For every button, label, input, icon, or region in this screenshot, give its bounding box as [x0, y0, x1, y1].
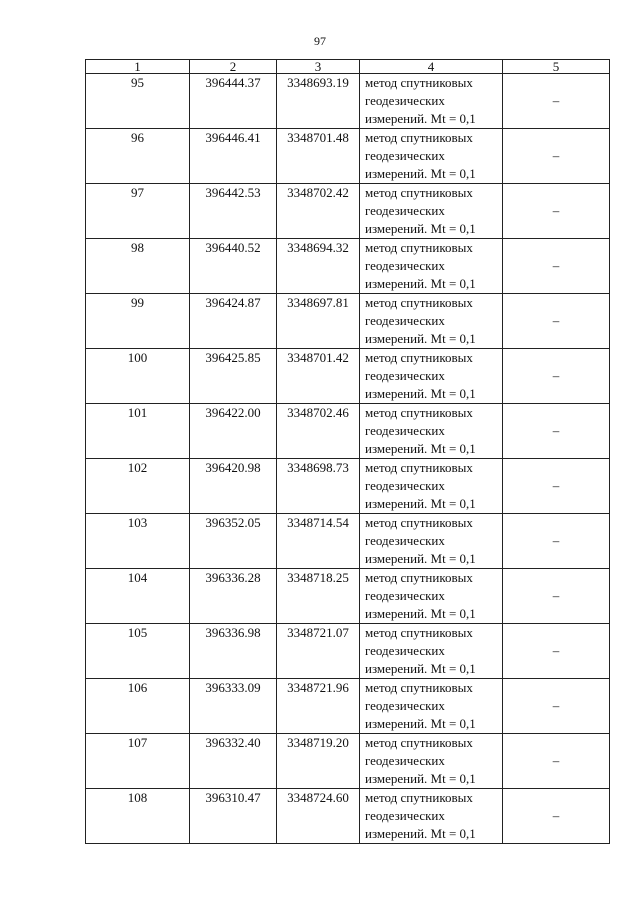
note-dash: – — [503, 294, 610, 349]
method-description — [360, 349, 503, 404]
method-description — [360, 294, 503, 349]
table-row — [86, 789, 610, 844]
method-description — [360, 459, 503, 514]
note-dash: – — [503, 74, 610, 129]
table-row — [86, 184, 610, 239]
method-line-3: измерений. Mt = 0,1 — [365, 606, 476, 621]
coordinates-table — [85, 59, 610, 844]
table-row — [86, 294, 610, 349]
point-number: 100 — [86, 349, 190, 404]
method-line-1: метод спутниковых — [365, 295, 473, 310]
method-description — [360, 239, 503, 294]
coordinate-y: 3348721.07 — [277, 624, 360, 679]
coordinate-x: 396352.05 — [190, 514, 277, 569]
point-number: 96 — [86, 129, 190, 184]
point-number: 106 — [86, 679, 190, 734]
note-dash: – — [503, 734, 610, 789]
method-line-3: измерений. Mt = 0,1 — [365, 441, 476, 456]
coordinate-x: 396420.98 — [190, 459, 277, 514]
method-line-2: геодезических — [365, 478, 445, 493]
coordinate-x: 396444.37 — [190, 74, 277, 129]
point-number: 108 — [86, 789, 190, 844]
method-line-1: метод спутниковых — [365, 350, 473, 365]
method-line-2: геодезических — [365, 203, 445, 218]
note-dash: – — [503, 789, 610, 844]
table-row — [86, 679, 610, 734]
method-line-2: геодезических — [365, 533, 445, 548]
method-line-3: измерений. Mt = 0,1 — [365, 771, 476, 786]
method-line-1: метод спутниковых — [365, 735, 473, 750]
table-row — [86, 349, 610, 404]
coordinate-x: 396336.28 — [190, 569, 277, 624]
point-number: 101 — [86, 404, 190, 459]
table-row — [86, 459, 610, 514]
method-description — [360, 404, 503, 459]
method-line-3: измерений. Mt = 0,1 — [365, 826, 476, 841]
coordinate-y: 3348721.96 — [277, 679, 360, 734]
coordinate-x: 396336.98 — [190, 624, 277, 679]
method-line-1: метод спутниковых — [365, 75, 473, 90]
method-line-3: измерений. Mt = 0,1 — [365, 221, 476, 236]
coordinate-x: 396422.00 — [190, 404, 277, 459]
note-dash: – — [503, 679, 610, 734]
method-line-3: измерений. Mt = 0,1 — [365, 551, 476, 566]
coordinate-y: 3348724.60 — [277, 789, 360, 844]
table-row — [86, 74, 610, 129]
header-col-3: 3 — [277, 60, 360, 74]
coordinate-y: 3348698.73 — [277, 459, 360, 514]
method-line-2: геодезических — [365, 148, 445, 163]
method-line-2: геодезических — [365, 808, 445, 823]
method-line-1: метод спутниковых — [365, 515, 473, 530]
method-line-3: измерений. Mt = 0,1 — [365, 166, 476, 181]
table-body — [86, 74, 610, 844]
method-line-1: метод спутниковых — [365, 240, 473, 255]
method-line-2: геодезических — [365, 643, 445, 658]
page-number: 97 — [314, 34, 326, 48]
point-number: 97 — [86, 184, 190, 239]
coordinate-y: 3348719.20 — [277, 734, 360, 789]
method-line-2: геодезических — [365, 698, 445, 713]
method-description — [360, 569, 503, 624]
point-number: 99 — [86, 294, 190, 349]
method-line-1: метод спутниковых — [365, 460, 473, 475]
method-line-3: измерений. Mt = 0,1 — [365, 276, 476, 291]
table-row — [86, 129, 610, 184]
method-line-2: геодезических — [365, 313, 445, 328]
table-row — [86, 239, 610, 294]
coordinate-y: 3348697.81 — [277, 294, 360, 349]
method-line-1: метод спутниковых — [365, 570, 473, 585]
coordinate-y: 3348702.46 — [277, 404, 360, 459]
note-dash: – — [503, 459, 610, 514]
note-dash: – — [503, 569, 610, 624]
method-description — [360, 184, 503, 239]
header-col-2: 2 — [190, 60, 277, 74]
table-header — [86, 60, 610, 74]
method-line-3: измерений. Mt = 0,1 — [365, 496, 476, 511]
method-line-3: измерений. Mt = 0,1 — [365, 661, 476, 676]
method-description — [360, 514, 503, 569]
method-description — [360, 679, 503, 734]
coordinate-x: 396442.53 — [190, 184, 277, 239]
method-line-3: измерений. Mt = 0,1 — [365, 716, 476, 731]
coordinate-x: 396440.52 — [190, 239, 277, 294]
method-description — [360, 74, 503, 129]
point-number: 103 — [86, 514, 190, 569]
method-line-2: геодезических — [365, 423, 445, 438]
coordinate-y: 3348701.42 — [277, 349, 360, 404]
method-description — [360, 789, 503, 844]
method-line-2: геодезических — [365, 753, 445, 768]
method-line-1: метод спутниковых — [365, 130, 473, 145]
coordinate-x: 396425.85 — [190, 349, 277, 404]
note-dash: – — [503, 184, 610, 239]
point-number: 107 — [86, 734, 190, 789]
point-number: 102 — [86, 459, 190, 514]
method-line-3: измерений. Mt = 0,1 — [365, 331, 476, 346]
method-description — [360, 734, 503, 789]
coordinate-y: 3348693.19 — [277, 74, 360, 129]
coordinate-y: 3348718.25 — [277, 569, 360, 624]
coordinate-y: 3348694.32 — [277, 239, 360, 294]
method-line-1: метод спутниковых — [365, 790, 473, 805]
coordinate-x: 396333.09 — [190, 679, 277, 734]
method-line-2: геодезических — [365, 93, 445, 108]
method-line-3: измерений. Mt = 0,1 — [365, 386, 476, 401]
method-line-3: измерений. Mt = 0,1 — [365, 111, 476, 126]
method-line-1: метод спутниковых — [365, 185, 473, 200]
point-number: 95 — [86, 74, 190, 129]
table-row — [86, 569, 610, 624]
method-line-2: геодезических — [365, 588, 445, 603]
method-line-2: геодезических — [365, 368, 445, 383]
note-dash: – — [503, 239, 610, 294]
header-col-1: 1 — [86, 60, 190, 74]
table-row — [86, 734, 610, 789]
coordinate-x: 396424.87 — [190, 294, 277, 349]
coordinate-x: 396446.41 — [190, 129, 277, 184]
header-col-4: 4 — [360, 60, 503, 74]
point-number: 104 — [86, 569, 190, 624]
method-description — [360, 129, 503, 184]
note-dash: – — [503, 129, 610, 184]
coordinate-x: 396332.40 — [190, 734, 277, 789]
header-row — [86, 60, 610, 74]
table-row — [86, 514, 610, 569]
method-line-1: метод спутниковых — [365, 680, 473, 695]
method-line-2: геодезических — [365, 258, 445, 273]
table-row — [86, 404, 610, 459]
coordinate-x: 396310.47 — [190, 789, 277, 844]
point-number: 105 — [86, 624, 190, 679]
note-dash: – — [503, 349, 610, 404]
header-col-5: 5 — [503, 60, 610, 74]
method-line-1: метод спутниковых — [365, 625, 473, 640]
coordinate-y: 3348702.42 — [277, 184, 360, 239]
note-dash: – — [503, 514, 610, 569]
method-description — [360, 624, 503, 679]
method-line-1: метод спутниковых — [365, 405, 473, 420]
table-row — [86, 624, 610, 679]
note-dash: – — [503, 624, 610, 679]
coordinate-y: 3348701.48 — [277, 129, 360, 184]
coordinate-y: 3348714.54 — [277, 514, 360, 569]
note-dash: – — [503, 404, 610, 459]
point-number: 98 — [86, 239, 190, 294]
